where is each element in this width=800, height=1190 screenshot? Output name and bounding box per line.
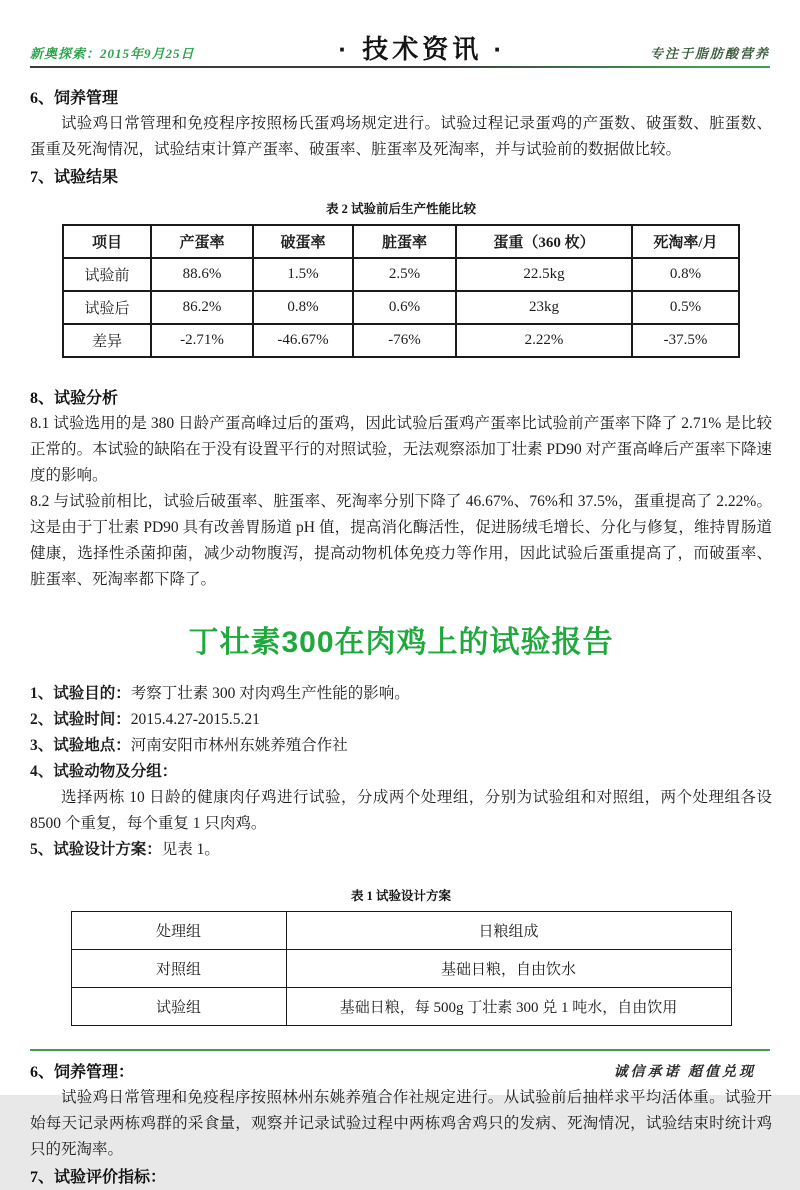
document-content (30, 84, 772, 1190)
item-label: 2、试验时间： (30, 711, 131, 728)
report-item-animals-label (30, 759, 772, 785)
design-plan-table (71, 911, 732, 1026)
table-header-row (63, 225, 739, 258)
table-cell: -76% (353, 324, 456, 357)
table-cell: -2.71% (151, 324, 253, 357)
page-header (30, 34, 770, 66)
table2-caption: 表 2 试验前后生产性能比较 (325, 202, 476, 216)
footer-divider (30, 1049, 770, 1051)
header-title: · 技术资讯 · (338, 34, 507, 64)
item-label: 4、试验动物及分组： (30, 763, 178, 780)
table-cell: 0.8% (253, 291, 353, 324)
table-row (63, 324, 739, 357)
report-title: 丁壮素300在肉鸡上的试验报告 (188, 626, 614, 659)
table-cell: 2.5% (353, 258, 456, 291)
table-row (71, 988, 731, 1026)
table-cell: -46.67% (253, 324, 353, 357)
table-cell: 0.8% (632, 258, 739, 291)
table-cell: 试验组 (71, 988, 286, 1026)
table-header-cell: 破蛋率 (253, 225, 353, 258)
item-label: 1、试验目的： (30, 685, 131, 702)
table-cell: 86.2% (151, 291, 253, 324)
report-item-purpose (30, 681, 772, 707)
item-value: 见表 1。 (161, 841, 220, 858)
item-label: 3、试验地点： (30, 737, 131, 754)
analysis-paragraph-2: 8.2 与试验前相比，试验后破蛋率、脏蛋率、死淘率分别下降了 46.67%、76%和 37.5%，蛋重提高了 2.22%。这是由于丁壮素 PD90 具有改善胃肠道 pH 值，提高消化酶活性，促进肠绒毛增长、分化与修复，维持胃肠道健康，选择性杀菌抑菌，减少动物腹泻，提高动物机体免疫力等作用，因此试验后蛋重提高了，而破蛋率、脏蛋率、死淘率都下降了。 (30, 493, 772, 588)
table-cell: 处理组 (71, 912, 286, 950)
report-item-location (30, 733, 772, 759)
item-value: 2015.4.27-2015.5.21 (130, 711, 260, 728)
item-value: 河南安阳市林州东姚养殖合作社 (130, 737, 348, 754)
table-cell: 0.6% (353, 291, 456, 324)
header-divider (30, 66, 770, 68)
table-cell: 22.5kg (456, 258, 632, 291)
analysis-paragraph-1: 8.1 试验选用的是 380 日龄产蛋高峰过后的蛋鸡，因此试验后蛋鸡产蛋率比试验前产蛋率下降了 2.71% 是比较正常的。本试验的缺陷在于没有设置平行的对照试验，无法观察添加丁壮素 PD90 对产蛋高峰后产蛋率下降速度的影响。 (30, 415, 772, 484)
report-item-animals-body: 选择两栋 10 日龄的健康肉仔鸡进行试验，分成两个处理组，分别为试验组和对照组，两个处理组各设 8500 个重复，每个重复 1 只肉鸡。 (30, 789, 772, 832)
section-heading-feeding-management-2: 6、饲养管理： (30, 1064, 135, 1081)
report-item-design (30, 837, 772, 863)
table-cell: 2.22% (456, 324, 632, 357)
section-heading-test-results: 7、试验结果 (30, 169, 119, 186)
table-cell: 对照组 (71, 950, 286, 988)
table-cell: 试验后 (63, 291, 151, 324)
footer-slogan: 诚信承诺 超值兑现 (613, 1065, 756, 1080)
header-slogan: 专注于脂肪酸营养 (649, 46, 770, 61)
table-cell: 差异 (63, 324, 151, 357)
table-header-cell: 产蛋率 (151, 225, 253, 258)
table-row (71, 950, 731, 988)
feeding-management-paragraph: 试验鸡日常管理和免疫程序按照杨氏蛋鸡场规定进行。试验过程记录蛋鸡的产蛋数、破蛋数、脏蛋数、蛋重及死淘情况，试验结束计算产蛋率、破蛋率、脏蛋率及死淘率，并与试验前的数据做比较。 (30, 115, 772, 158)
table-cell: 日粮组成 (286, 912, 731, 950)
feeding-management-paragraph-2: 试验鸡日常管理和免疫程序按照林州东姚养殖合作社规定进行。从试验前后抽样求平均活体重。试验开始每天记录两栋鸡群的采食量，观察并记录试验过程中两栋鸡舍鸡只的发病、死淘情况，试验结束时统计鸡只的死淘率。 (30, 1089, 772, 1158)
table-header-cell: 项目 (63, 225, 151, 258)
table-cell: 试验前 (63, 258, 151, 291)
performance-comparison-table (62, 224, 740, 358)
report-item-time (30, 707, 772, 733)
table-cell: -37.5% (632, 324, 739, 357)
table-header-cell: 脏蛋率 (353, 225, 456, 258)
item-label: 5、试验设计方案： (30, 841, 162, 858)
table-cell: 1.5% (253, 258, 353, 291)
table-row (63, 258, 739, 291)
table-cell: 基础日粮，每 500g 丁壮素 300 兑 1 吨水，自由饮用 (286, 988, 731, 1026)
section-heading-evaluation-metrics: 7、试验评价指标： (30, 1169, 167, 1186)
table-cell: 0.5% (632, 291, 739, 324)
table-row (63, 291, 739, 324)
table1-caption: 表 1 试验设计方案 (350, 889, 451, 903)
table-header-cell: 蛋重（360 枚） (456, 225, 632, 258)
header-date: 新奥探索：2015年9月25日 (30, 46, 195, 61)
table-cell: 23kg (456, 291, 632, 324)
table-header-cell: 死淘率/月 (632, 225, 739, 258)
section-heading-test-analysis: 8、试验分析 (30, 390, 119, 407)
table-cell: 基础日粮，自由饮水 (286, 950, 731, 988)
table-cell: 88.6% (151, 258, 253, 291)
section-heading-feeding-management: 6、饲养管理 (30, 90, 119, 107)
table-row (71, 912, 731, 950)
item-value: 考察丁壮素 300 对肉鸡生产性能的影响。 (130, 685, 410, 702)
